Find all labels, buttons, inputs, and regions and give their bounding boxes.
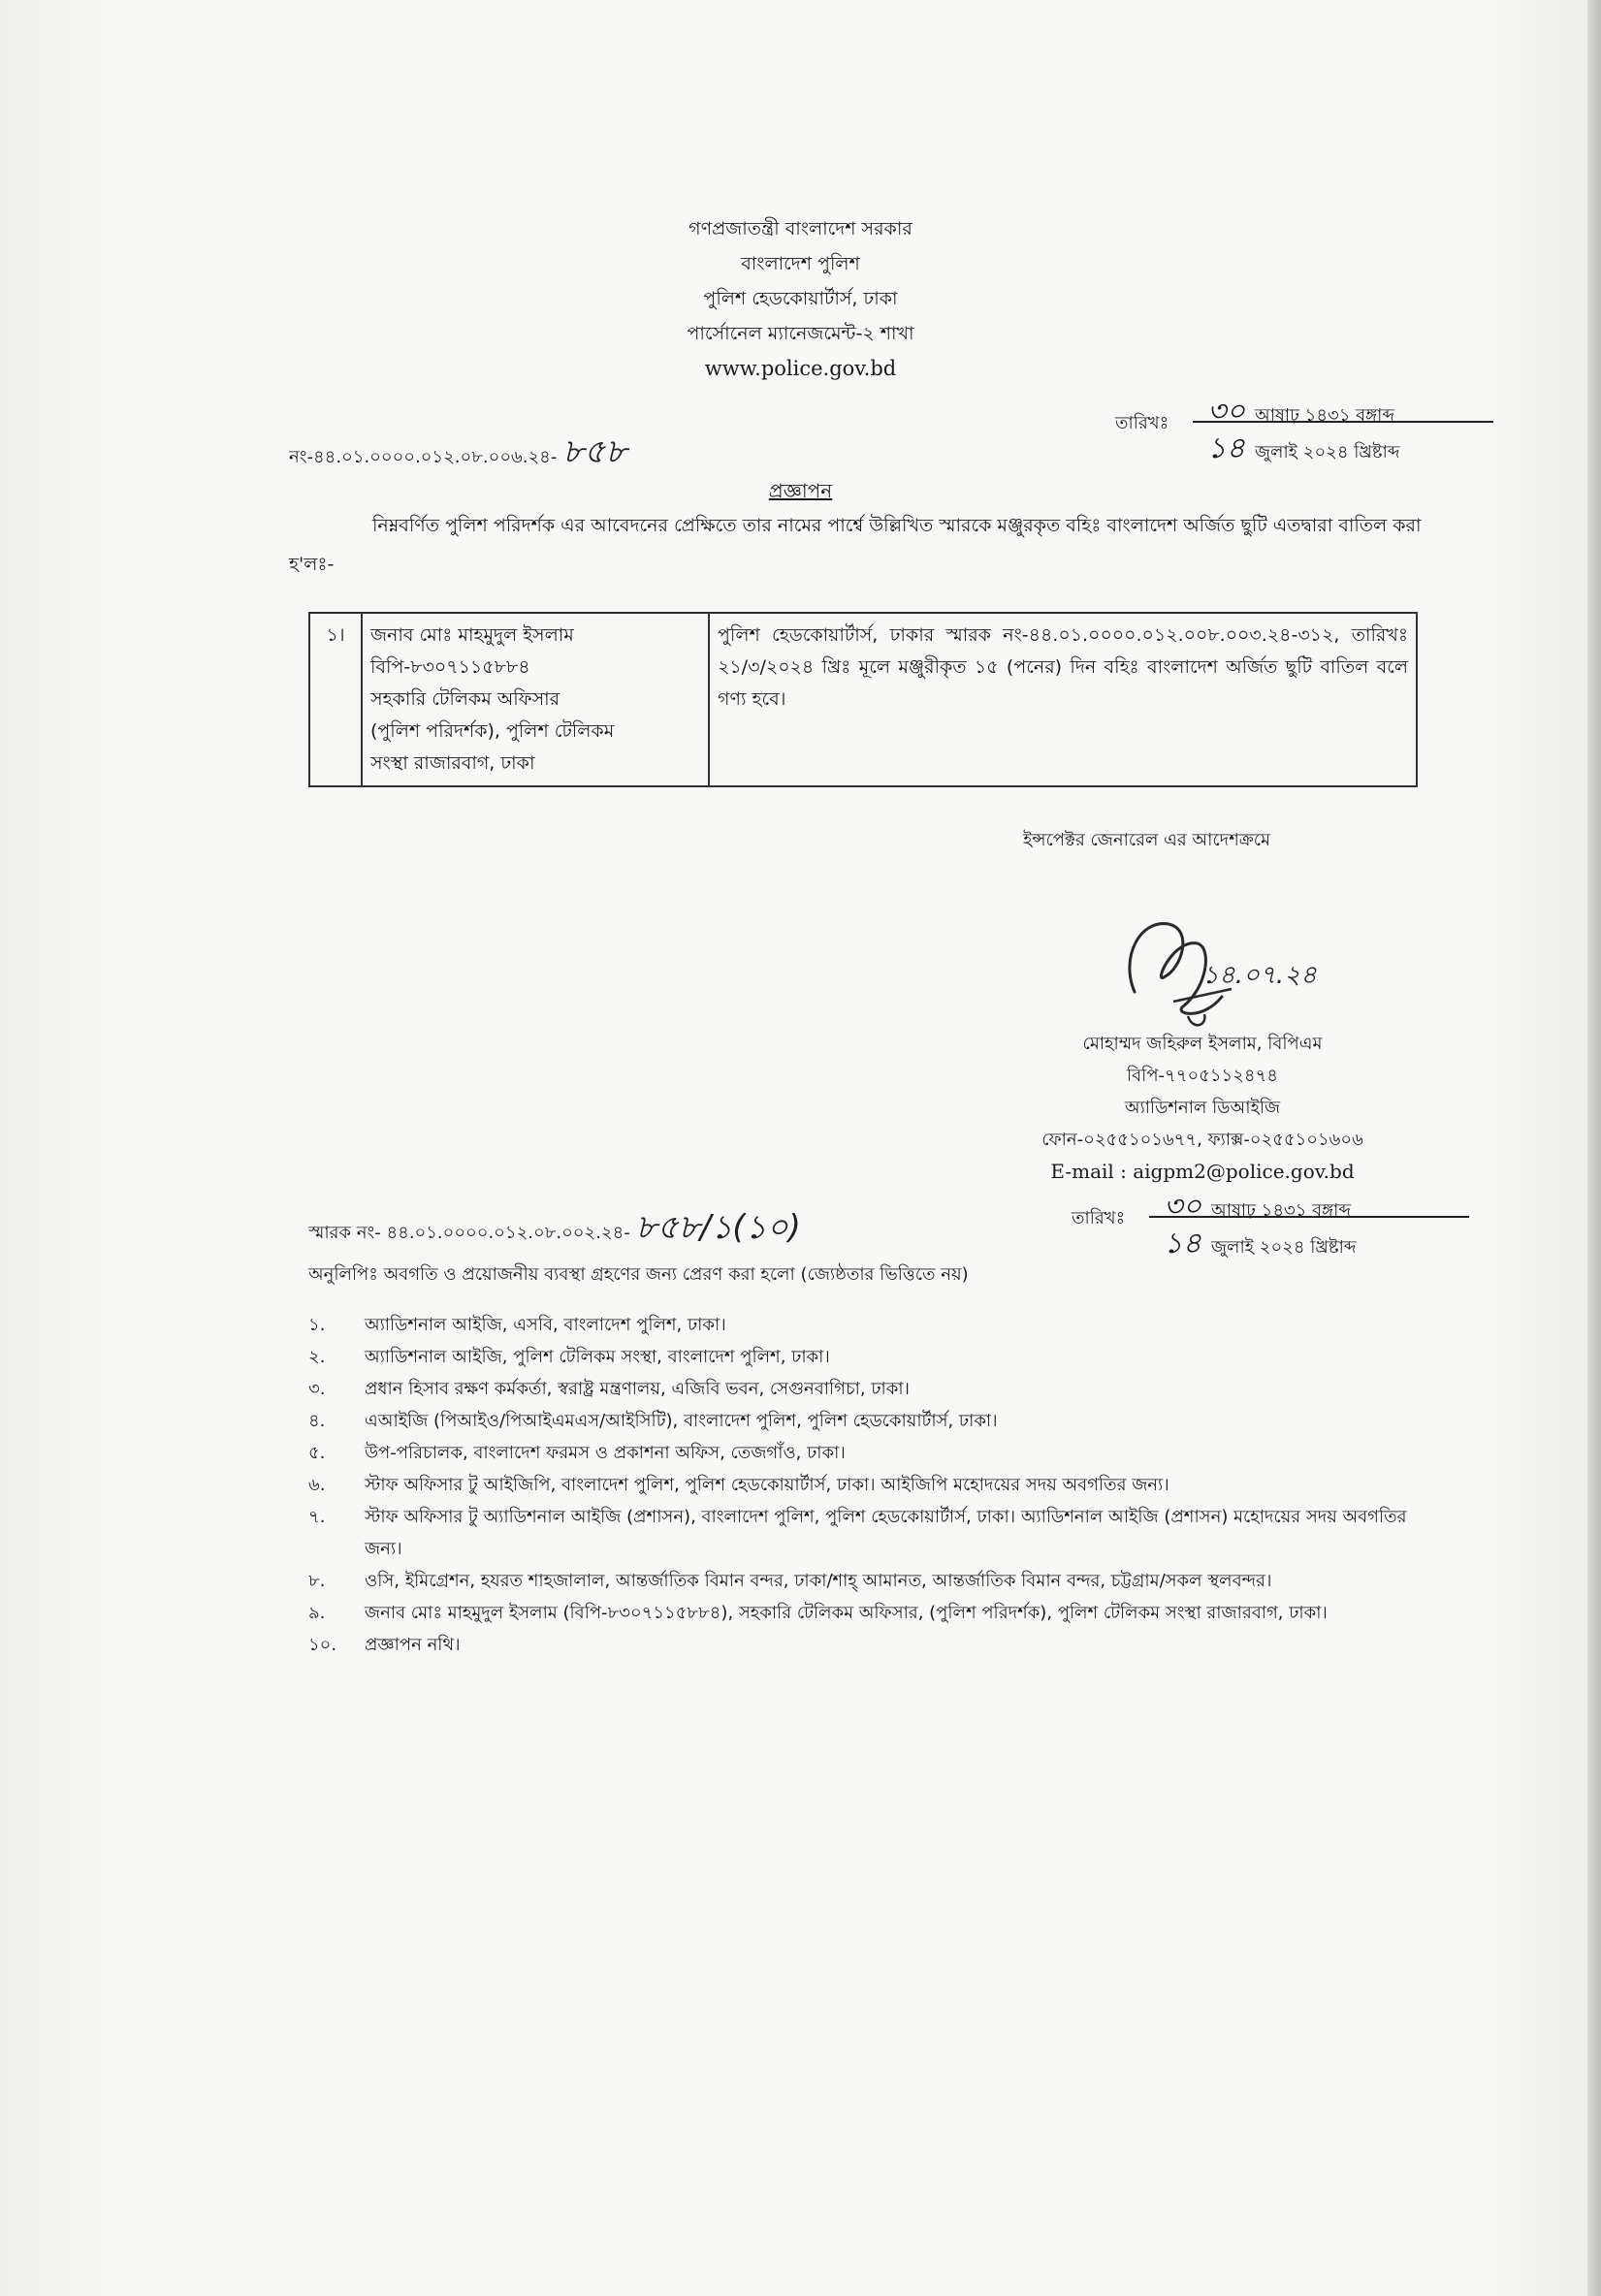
copy-item-text: স্টাফ অফিসার টু অ্যাডিশনাল আইজি (প্রশাসন), বাংলাদেশ পুলিশ, পুলিশ হেডকোয়ার্টার্স, ঢাকা। অ্যাডিশনাল আইজি (প্রশাসন) মহোদয়ের সদয় অবগতির জন্য। [365,1507,1407,1559]
org-name: বাংলাদেশ পুলিশ [741,253,860,274]
officer-rank: (পুলিশ পরিদর্শক), পুলিশ টেলিকম [370,720,615,742]
copy-date-divider [1149,1216,1469,1218]
officer-designation: সহকারি টেলিকম অফিসার [370,688,560,710]
copy-memo-ref [308,1202,801,1258]
copy-item-number: ৬. [308,1475,326,1495]
copy-item-number: ৭. [308,1507,326,1527]
copy-date-greg-rest: জুলাই ২০২৪ খ্রিষ্টাব্দ [1210,1237,1357,1258]
copy-item-text: উপ-পরিচালক, বাংলাদেশ ফরমস ও প্রকাশনা অফিস, তেজগাঁও, ঢাকা। [365,1443,846,1463]
copy-item-number: ৩. [308,1379,326,1399]
branch-name: পার্সোনেল ম্যানেজমেন্ট-২ শাখা [687,323,914,344]
signatory-name: মোহাম্মদ জহিরুল ইসলাম, বিপিএম [1082,1034,1323,1054]
order-line: ইন্সপেক্টর জেনারেল এর আদেশক্রমে [1023,830,1271,850]
leave-table [308,612,1418,787]
signatory-email: E-mail : aigpm2@police.gov.bd [1050,1160,1355,1183]
copy-date-label: তারিখঃ [1072,1208,1126,1228]
copy-item-text: জনাব মোঃ মাহমুদুল ইসলাম (বিপি-৮৩০৭১১৫৮৮৪), সহকারি টেলিকম অফিসার, (পুলিশ পরিদর্শক), পুলিশ টেলিকম সংস্থা রাজারবাগ, ঢাকা। [365,1603,1328,1623]
copy-date-greg-day: ১৪ [1164,1227,1201,1260]
copy-list-item [308,1565,1414,1597]
copy-item-text: অ্যাডিশনাল আইজি, এসবি, বাংলাদেশ পুলিশ, ঢাকা। [365,1315,726,1335]
memo-ref [289,427,626,482]
govt-name: গণপ্রজাতন্ত্রী বাংলাদেশ সরকার [688,218,913,239]
memo-ref-label: নং-৪৪.০১.০০০০.০১২.০৮.০০৬.২৪- [289,447,558,467]
copy-item-number: ৫. [308,1443,326,1463]
copy-date-gregorian [1164,1220,1356,1269]
table-row [309,613,1417,786]
copy-intro: অনুলিপিঃ অবগতি ও প্রয়োজনীয় ব্যবস্থা গ্রহণের জন্য প্রেরণ করা হলো (জ্যেষ্ঠতার ভিত্তিতে নয়) [308,1264,969,1285]
copy-item-number: ৮. [308,1571,326,1591]
copy-ref-label: স্মারক নং- ৪৪.০১.০০০০.০১২.০৮.০০২.২৪- [308,1223,630,1243]
copy-date-bangla-day: ৩০ [1164,1190,1202,1224]
copy-list-item [308,1341,1414,1373]
letterhead [0,211,1601,386]
copy-list [308,1309,1414,1661]
memo-ref-handwritten: ৮৫৮ [562,432,627,471]
document-title: প্রজ্ঞাপন [768,479,833,502]
copy-item-text: অ্যাডিশনাল আইজি, পুলিশ টেলিকম সংস্থা, বাংলাদেশ পুলিশ, ঢাকা। [365,1347,830,1367]
officer-name: জনাব মোঃ মাহমুদুল ইসলাম [370,624,574,646]
signatory-block [1018,1028,1387,1188]
copy-item-number: ৪. [308,1411,326,1431]
intro-paragraph: নিম্নবর্ণিত পুলিশ পরিদর্শক এর আবেদনের প্রেক্ষিতে তার নামের পার্শ্বে উল্লিখিত স্মারকে মঞ্জুরকৃত বহিঃ বাংলাদেশ অর্জিত ছুটি এতদ্বারা বাতিল করা হ'লঃ- [289,515,1422,575]
copy-list-item [308,1597,1414,1629]
copy-list-item [308,1629,1414,1661]
officer-cell [362,613,709,786]
copy-item-text: প্রজ্ঞাপন নথি। [365,1635,461,1655]
date-bangla-rest: আষাঢ় ১৪৩১ বঙ্গাব্দ [1255,405,1394,426]
date-divider [1193,421,1493,423]
date-greg-day: ১৪ [1207,431,1245,465]
copy-list-item [308,1373,1414,1405]
copy-list-item [308,1309,1414,1341]
copy-item-text: প্রধান হিসাব রক্ষণ কর্মকর্তা, স্বরাষ্ট্র মন্ত্রণালয়, এজিবি ভবন, সেগুনবাগিচা, ঢাকা। [365,1379,910,1399]
copy-item-number: ১. [308,1315,326,1335]
signatory-phone: ফোন-০২৫৫১০১৬৭৭, ফ্যাক্স-০২৫৫১০১৬০৬ [1041,1130,1363,1150]
copy-item-text: ওসি, ইমিগ্রেশন, হযরত শাহজালাল, আন্তর্জাতিক বিমান বন্দর, ঢাকা/শাহ্ আমানত, আন্তর্জাতিক বিমান বন্দর, চট্টগ্রাম/সকল স্থলবন্দর। [365,1571,1272,1591]
serial-cell: ১। [309,613,362,786]
copy-list-item [308,1469,1414,1501]
officer-unit: সংস্থা রাজারবাগ, ঢাকা [370,752,535,774]
date-bangla-day: ৩০ [1207,395,1246,429]
copy-ref-handwritten: ৮৫৮/১(১০) [635,1208,801,1247]
copy-item-text: স্টাফ অফিসার টু আইজিপি, বাংলাদেশ পুলিশ, পুলিশ হেডকোয়ার্টার্স, ঢাকা। আইজিপি মহোদয়ের সদয় অবগতির জন্য। [365,1475,1169,1495]
officer-bp: বিপি-৮৩০৭১১৫৮৮৪ [370,656,530,678]
office-name: পুলিশ হেডকোয়ার্টার্স, ঢাকা [703,288,898,309]
copy-date-bangla-rest: আষাঢ় ১৪৩১ বঙ্গাব্দ [1211,1200,1351,1221]
memo-date [1115,388,1503,465]
copy-list-item [308,1405,1414,1437]
memo-cell: পুলিশ হেডকোয়ার্টার্স, ঢাকার স্মারক নং-৪৪.০১.০০০০.০১২.০০৮.০০৩.২৪-৩১২, তারিখঃ ২১/৩/২০২৪ খ্রিঃ মূলে মঞ্জুরীকৃত ১৫ (পনের) দিন বহিঃ বাংলাদেশ অর্জিত ছুটি বাতিল বলে গণ্য হবে। [709,613,1417,786]
website: www.police.gov.bd [704,357,897,380]
copy-item-number: ১০. [308,1635,337,1655]
date-greg-rest: জুলাই ২০২৪ খ্রিষ্টাব্দ [1254,442,1400,462]
copy-item-text: এআইজি (পিআইও/পিআইএমএস/আইসিটি), বাংলাদেশ পুলিশ, পুলিশ হেডকোয়ার্টার্স, ঢাকা। [365,1411,998,1431]
date-label: তারিখঃ [1115,413,1169,433]
signature-date: ১৪.০৭.২৪ [1202,961,1317,990]
signatory-designation: অ্যাডিশনাল ডিআইজি [1124,1098,1281,1118]
copy-date [1072,1183,1479,1260]
signatory-bp: বিপি-৭৭০৫১১২৪৭৪ [1127,1066,1278,1086]
copy-list-item [308,1501,1414,1565]
copy-list-item [308,1437,1414,1469]
date-gregorian [1207,425,1399,474]
copy-item-number: ৯. [308,1603,326,1623]
copy-item-number: ২. [308,1347,326,1367]
